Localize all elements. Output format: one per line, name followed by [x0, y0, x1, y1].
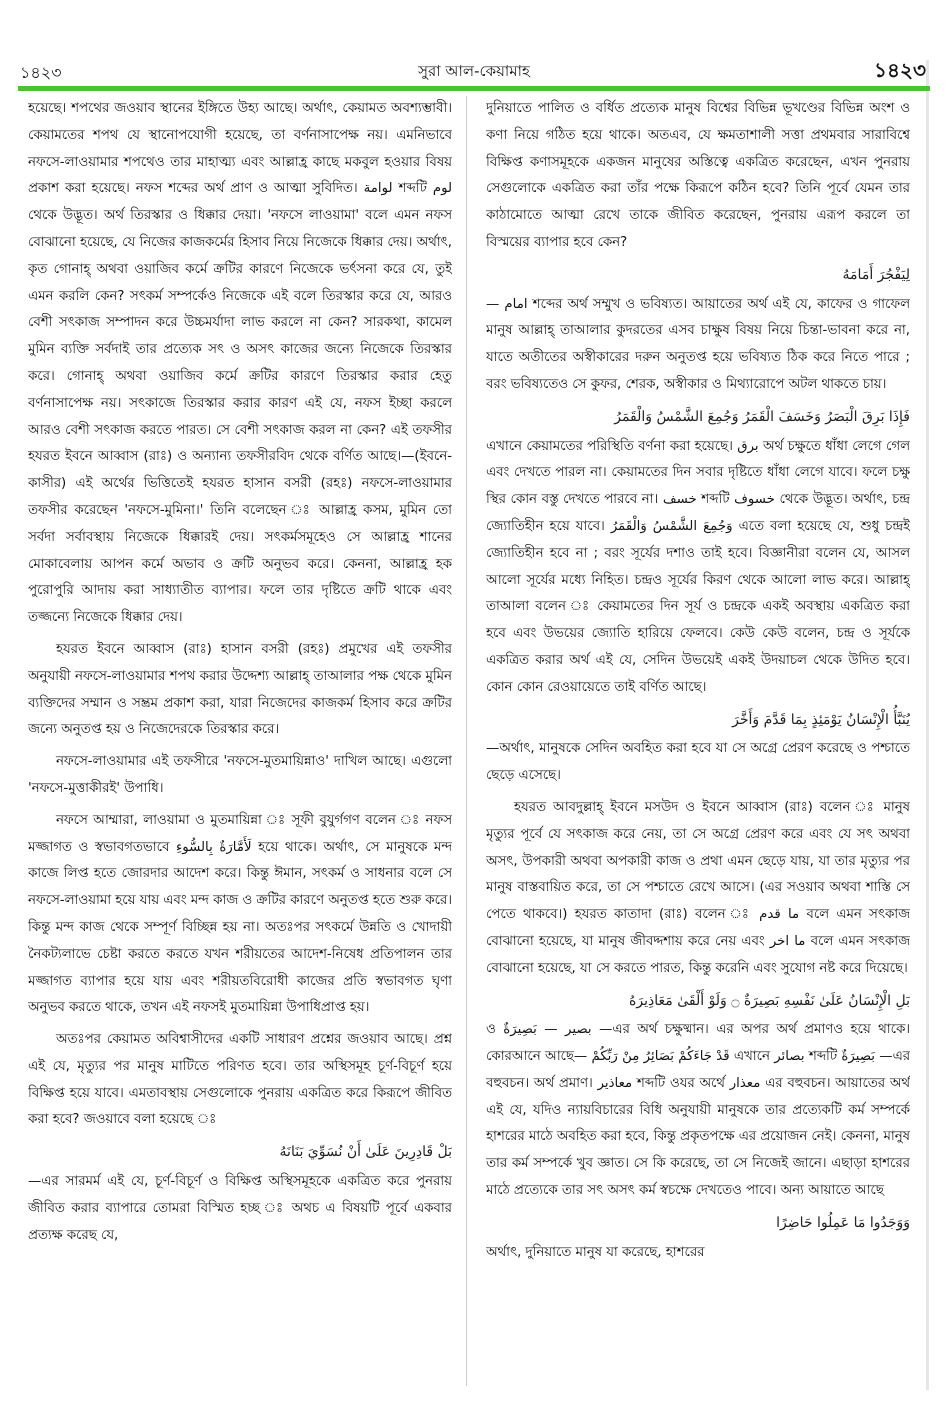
- left-column: [28, 96, 452, 1386]
- right-paragraph-6: ও بصير — بَصِيرَةٌ —এর অর্থ চক্ষুষ্মান। এর অপর অর্থ প্রমাণও হয়ে থাকে। কোরআনে আছে— قَدْ جَاءَكُمْ بَصَائِرُ مِنْ رَبِّكُمْ এখানে بصائر শব্দটি بَصِيرَةٌ —এর বহুবচন। অর্থ প্রমাণ। معاذير শব্দটি ওযর অর্থে معذار এর বহুবচন। আয়াতের অর্থ এই যে, যদিও ন্যায়বিচারের বিধি অনুযায়ী মানুষকে তার প্রত্যেকটি কর্ম সম্পর্কে হাশরের মাঠে অবহিত করা হবে, কিন্তু প্রকৃতপক্ষে এর প্রয়োজন নেই। কেননা, মানুষ তার কর্ম সম্পর্কে খুব জ্ঞাত। সে কি করেছে, তা সে নিজেই জানে। এছাড়া হাশরের মাঠে প্রত্যেকে তার সৎ অসৎ কর্ম স্বচক্ষে দেখতেও পাবে। অন্য আয়াতে আছে: [486, 1022, 910, 1199]
- right-arabic-verse-line-4: [486, 988, 910, 1016]
- right-paragraph-1: দুনিয়াতে পালিত ও বর্ধিত প্রত্যেক মানুষ বিশ্বের বিভিন্ন ভূখণ্ডের বিভিন্ন অংশ ও কণা নিয়ে গঠিত হয়ে থাকে। অতএব, যে ক্ষমতাশালী সত্তা প্রথমবার সারাবিশ্বে বিক্ষিপ্ত কণাসমূহকে একজন মানুষের অস্তিত্বে একত্রিত করেছেন, এখন পুনরায় সেগুলোকে একত্রিত করা তাঁর পক্ষে কিরূপে কঠিন হবে? তিনি পূর্বে যেমন তার কাঠামোতে আত্মা রেখে তাকে জীবিত করেছেন, পুনরায় এরূপ করলে তা বিস্ময়ের ব্যাপার হবে কেন?: [486, 101, 910, 250]
- header-rule: [18, 86, 930, 91]
- left-paragraph-5: অতঃপর কেয়ামত অবিশ্বাসীদের একটি সাধারণ প্রশ্নের জওয়াব আছে। প্রশ্ন এই যে, মৃত্যুর পর মানুষ মাটিতে পরিণত হবে। তার অস্থিসমূহ চূর্ণ-বিচূর্ণ হয়ে বিক্ষিপ্ত হয়ে যাবে। এমতাবস্থায় সেগুলোকে পুনরায় একত্রিত করে কিরূপে জীবিত করা হবে? জওয়াবে বলা হয়েছে ঃ: [28, 1032, 452, 1128]
- page-number-left: ১৪২৩: [20, 63, 62, 82]
- left-paragraph-1: হয়েছে। শপথের জওয়াব স্থানের ইঙ্গিতে উহ্য আছে। অর্থাৎ, কেয়ামত অবশ্যম্ভাবী। কেয়ামতের শপথ যে স্থানোপযোগী হয়েছে, তা বর্ণনাসাপেক্ষ নয়। এমনিভাবে নফসে-লাওয়ামার শপথেও তার মাহাত্ম্য এবং আল্লাহ্র কাছে মকবুল হওয়ার বিষয় প্রকাশ করা হয়েছে। নফস শব্দের অর্থ প্রাণ ও আত্মা সুবিদিত। لوامة শব্দটি لوم থেকে উদ্ভূত। অর্থ তিরস্কার ও ধিক্কার দেয়া। 'নফসে লাওয়ামা' বলে এমন নফস বোঝানো হয়েছে, যে নিজের কাজকর্মের হিসাব নিয়ে নিজেকে ধিক্কার দেয়। অর্থাৎ, কৃত গোনাহ্ অথবা ওয়াজিব কর্মে ক্রটির কারণে নিজেকে ভর্ৎসনা করে যে, তুই এমন করলি কেন? সৎকর্ম সম্পর্কেও নিজেকে এই বলে তিরস্কার করে যে, আরও বেশী সৎকাজ সম্পাদন করে উচ্চমর্যাদা লাভ করলে না কেন? সারকথা, কামেল মুমিন ব্যক্তি সর্বদাই তার প্রত্যেক সৎ ও অসৎ কাজের জন্যে নিজেকে তিরস্কার করে। গোনাহ্ অথবা ওয়াজিব কর্মে ক্রটির কারণে তিরস্কার করার হেতু বর্ণনাসাপেক্ষ নয়। সৎকাজে তিরস্কার করার কারণ এই যে, নফস ইচ্ছা করলে আরও বেশী সৎকাজ করতে পারত। সে বেশী সৎকাজ করল না কেন? এই তফসীর হযরত ইবনে আব্বাস (রাঃ) ও অন্যান্য তফসীরবিদ থেকে বর্ণিত আছে।—(ইবনে-কাসীর) এই অর্থের ভিত্তিতেই হযরত হাসান বসরী (রহঃ) নফসে-লাওয়ামার তফসীর করেছেন 'নফসে-মুমিনা।' তিনি বলেছেন ঃ আল্লাহ্র কসম, মুমিন তো সর্বদা সর্বাবস্থায় নিজেকে ধিক্কারই দেয়। সৎকর্মসমূহেও সে আল্লাহ্র শানের মোকাবেলায় আপন কর্মে অভাব ও ক্রটি অনুভব করে। কেননা, আল্লাহ্র হক পুরোপুরি আদায় করা সাধ্যাতীত ব্যাপার। ফলে তার দৃষ্টিতে ক্রটি থাকে এবং তজ্জন্যে নিজেকে ধিক্কার দেয়।: [28, 101, 452, 626]
- left-paragraph-4: নফসে আম্মারা, লাওয়ামা ও মুতমায়িন্না ঃ সূফী বুযুর্গগণ বলেন ঃ নফস মজ্জাগত ও স্বভাবগতভাবে لَأَمَّارَةٌ بِالسُّوءِ হয়ে থাকে। অর্থাৎ, সে মানুষকে মন্দ কাজে লিপ্ত হতে জোরদার আদেশ করে। কিন্তু ঈমান, সৎকর্ম ও সাধনার বলে সে নফসে-লাওয়ামা হয়ে যায় এবং মন্দ কাজ ও ক্রটির কারণে অনুতপ্ত হতে শুরু করে। কিন্তু মন্দ কাজ থেকে সম্পূর্ণ বিচ্ছিন্ন হয় না। অতঃপর সৎকর্মে উন্নতি ও খোদায়ী নৈকট্যলাভে চেষ্টা করতে করতে যখন শরীয়তের আদেশ-নিষেধ প্রতিপালন তার মজ্জাগত ব্যাপার হয়ে যায় এবং শরীয়তবিরোধী কাজের প্রতি স্বভাবগত ঘৃণা অনুভব করতে থাকে, তখন এই নফসই মুতমায়িন্না উপাধিপ্রাপ্ত হয়।: [28, 812, 452, 1016]
- right-arabic-verse-line-3: [486, 707, 910, 735]
- right-paragraph-5: হযরত আবদুল্লাহ্ ইবনে মসউদ ও ইবনে আব্বাস (রাঃ) বলেন ঃ মানুষ মৃত্যুর পূর্বে যে সৎকাজ করে নেয়, তা সে অগ্রে প্রেরণ করে এবং যে সৎ অথবা অসৎ, উপকারী অথবা অপকারী কাজ ও প্রথা এমন ছেড়ে যায়, যা তার মৃত্যুর পর মানুষ বাস্তবায়িত করে, তা সে পশ্চাতে রেখে আসে। (এর সওয়াব অথবা শাস্তি সে পেতে থাকবে।) হযরত কাতাদা (রাঃ) বলেন ঃ ما قدم বলে এমন সৎকাজ বোঝানো হয়েছে, যা মানুষ জীবদ্দশায় করে নেয় এবং ما اخر বলে এমন সৎকাজ বোঝানো হয়েছে, যা সে করতে পারত, কিন্তু করেনি এবং সুযোগ নষ্ট করে দিয়েছে।: [486, 799, 910, 976]
- right-arabic-verse-line-5: [486, 1210, 910, 1238]
- right-paragraph-3: এখানে কেয়ামতের পরিস্থিতি বর্ণনা করা হয়েছে। برق অর্থ চক্ষুতে ধাঁধা লেগে গেল এবং দেখতে পারল না। কেয়ামতের দিন সবার দৃষ্টিতে ধাঁধা লেগে যাবে। ফলে চক্ষু স্থির কোন বস্তু দেখতে পারবে না। خسف শব্দটি خسوف থেকে উদ্ভূত। অর্থাৎ, চন্দ্র জ্যোতিহীন হয়ে যাবে। وَجُمِعَ الشَّمْسُ وَالْقَمَرُ এতে বলা হয়েছে যে, শুধু চন্দ্রই জ্যোতিহীন হবে না ; বরং সূর্যের দশাও তাই হবে। বিজ্ঞানীরা বলেন যে, আসল আলো সূর্যের মধ্যে নিহিত। চন্দ্রও সূর্যের কিরণ থেকে আলো লাভ করে। আল্লাহ্ তাআলা বলেন ঃ কেয়ামতের দিন সূর্য ও চন্দ্রকে একই অবস্থায় একত্রিত করা হবে এবং উভয়ের জ্যোতি হারিয়ে ফেলবে। কেউ কেউ বলেন, চন্দ্র ও সূর্যকে একত্রিত করার অর্থ এই যে, সেদিন উভয়েই একই উদয়াচল থেকে উদিত হবে। কোন কোন রেওয়ায়েতে তাই বর্ণিত আছে।: [486, 438, 910, 695]
- left-paragraph-3: নফসে-লাওয়ামার এই তফসীরে 'নফসে-মুতমায়িন্নাও' দাখিল আছে। এগুলো 'নফসে-মুত্তাকীরই' উপাধি।: [28, 754, 452, 796]
- left-paragraph-2: হযরত ইবনে আব্বাস (রাঃ) হাসান বসরী (রহঃ) প্রমুখের এই তফসীর অনুযায়ী নফসে-লাওয়ামার শপথ করার উদ্দেশ্য আল্লাহ্ তাআলার পক্ষ থেকে মুমিন ব্যক্তিদের সম্মান ও সম্ভ্রম প্রকাশ করা, যারা নিজেদের কাজকর্ম হিসাব করে ক্রটির জন্যে অনুতপ্ত হয় ও নিজেদেরকে তিরস্কার করে।: [28, 641, 452, 738]
- arabic-verse: بَلْ قَادِرِينَ عَلَىٰ أَنْ نُسَوِّيَ بَنَانَهُ: [279, 1144, 452, 1161]
- arabic-verse: بَلِ الْإِنْسَانُ عَلَىٰ نَفْسِهِ بَصِيرَةٌ ۝ وَلَوْ أَلْقَىٰ مَعَاذِيرَهُ: [629, 992, 910, 1009]
- running-title: সুরা আল-কেয়ামাহ: [418, 62, 530, 80]
- right-paragraph-2: — امام শব্দের অর্থ সম্মুখ ও ভবিষ্যত। আয়াতের অর্থ এই যে, কাফের ও গাফেল মানুষ আল্লাহ্ তাআলার কুদরতের এসব চাক্ষুষ বিষয় নিয়ে চিন্তা-ভাবনা করে না, যাতে অতীতের অস্বীকারের দরুন অনুতপ্ত হয়ে ভবিষ্যত ঠিক করে নিতে পারে ; বরং ভবিষ্যতেও সে কুফর, শেরক, অস্বীকার ও মিথ্যারোপে অটল থাকতে চায়।: [486, 296, 910, 392]
- right-column: [486, 96, 910, 1386]
- page-number-right: ১৪২৩: [874, 58, 926, 82]
- left-arabic-verse-line: [28, 1139, 452, 1167]
- arabic-verse: وَوَجَدُوا مَا عَمِلُوا حَاضِرًا: [776, 1214, 910, 1231]
- left-paragraph-6: —এর সারমর্ম এই যে, চূর্ণ-বিচূর্ণ ও বিক্ষিপ্ত অস্থিসমূহকে একত্রিত করে পুনরায় জীবিত করার ব্যাপারে তোমরা বিস্মিত হচ্ছ ঃ অথচ এ বিষয়টি পূর্বে একবার প্রত্যক্ষ করেছ যে,: [28, 1174, 452, 1243]
- right-paragraph-4: —অর্থাৎ, মানুষকে সেদিন অবহিত করা হবে যা সে অগ্রে প্রেরণ করেছে ও পশ্চাতে ছেড়ে এসেছে।: [486, 741, 910, 784]
- page-edge: [926, 60, 929, 1390]
- column-divider: [466, 96, 467, 1386]
- arabic-verse: فَإِذَا بَرِقَ الْبَصَرُ وَخَسَفَ الْقَمَرُ وَجُمِعَ الشَّمْسُ وَالْقَمَرُ: [614, 408, 910, 425]
- page-header: [18, 56, 930, 84]
- right-arabic-verse-line-1: [486, 262, 910, 290]
- arabic-verse: يُنَبَّأُ الْإِنْسَانُ يَوْمَئِذٍ بِمَا قَدَّمَ وَأَخَّرَ: [732, 711, 910, 728]
- arabic-verse: لِيَفْجُرَ أَمَامَهُ: [842, 266, 910, 283]
- right-arabic-verse-line-2: [486, 404, 910, 432]
- right-paragraph-7: অর্থাৎ, দুনিয়াতে মানুষ যা করেছে, হাশরের: [486, 1244, 705, 1260]
